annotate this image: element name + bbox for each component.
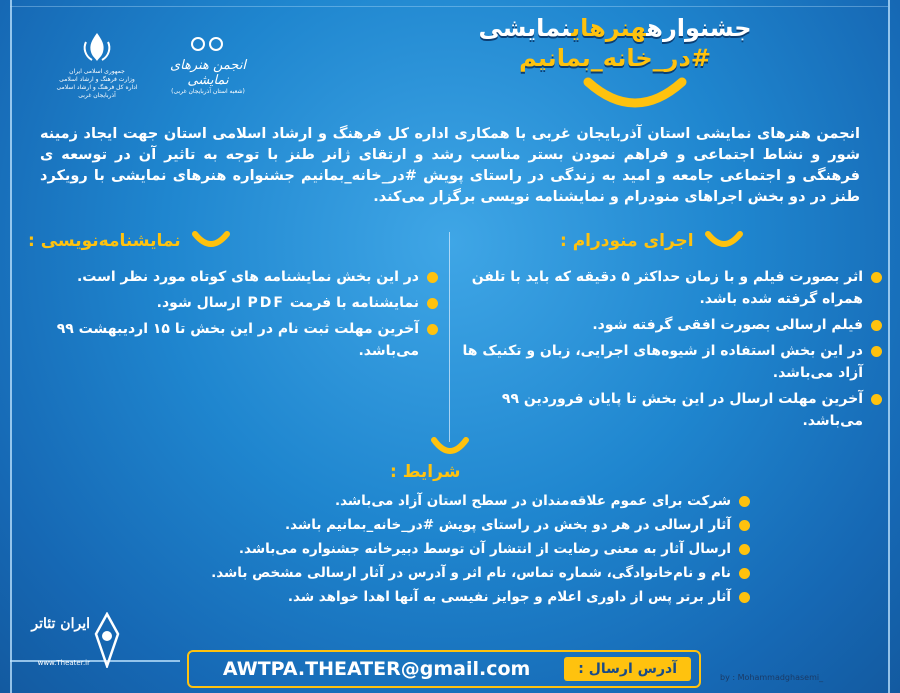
designer-credit: by : Mohammadghasemi_	[720, 673, 824, 682]
association-sub: (شعبه استان آذربایجان غربی)	[171, 88, 245, 95]
bullet-icon	[427, 272, 438, 283]
playwriting-heading	[28, 230, 231, 252]
address-box	[187, 650, 701, 688]
monodrama-heading	[560, 230, 744, 252]
playwriting-heading-text: نمایشنامه‌نویسی :	[28, 231, 181, 251]
monodrama-heading-text: اجرای منودرام :	[560, 231, 694, 251]
theater-logo-name: ایران تئاتر	[31, 616, 90, 632]
smile-icon	[580, 76, 690, 112]
column-divider	[449, 232, 450, 442]
iran-emblem-logo	[52, 30, 142, 100]
bullet-icon	[739, 592, 750, 603]
title-part-2: نمایشی	[478, 14, 572, 42]
bullet-icon	[739, 496, 750, 507]
list-item: آثار برتر پس از داوری اعلام و جوایز نفیسی به آنها اهدا خواهد شد.	[170, 586, 750, 608]
bullet-icon	[739, 544, 750, 555]
association-name: انجمن هنرهای نمایشی	[169, 58, 247, 88]
intro-paragraph: انجمن هنرهای نمایشی استان آذربایجان غربی با همکاری اداره کل فرهنگ و ارشاد اسلامی استان جهت ایجاد زمینه شور و نشاط اجتماعی و فراهم نمودن بستر مناسب رشد و ارتقای ژانر طنز با توجه به تاثیر آن در توسعه ی فرهنگی و اجتماعی جامعه و امید به زندگی در راستای پویش #در_خانه_بمانیم جشنواره هنرهای نمایشی با رویکرد طنز در دو بخش اجراهای منودرام و نمایشنامه نویسی برگزار می‌کند.	[40, 126, 860, 205]
list-item: فیلم ارسالی بصورت افقی گرفته شود.	[462, 314, 882, 336]
theater-logo-url[interactable]: www.Theater.ir	[37, 659, 90, 667]
list-item: آثار ارسالی در هر دو بخش در راستای پویش #در_خانه_بمانیم باشد.	[170, 514, 750, 536]
bullet-icon	[871, 346, 882, 357]
playwriting-list	[28, 266, 438, 366]
frame-line-top	[10, 6, 888, 7]
bullet-icon	[739, 520, 750, 531]
gov-line-2: وزارت فرهنگ و ارشاد اسلامی	[59, 76, 135, 83]
title-part-1: جشنواره	[646, 14, 752, 42]
list-item: نام و نام‌خانوادگی، شماره تماس، نام اثر و آدرس در آثار ارسالی مشخص باشد.	[170, 562, 750, 584]
association-icon	[188, 34, 228, 54]
smile-small-icon	[430, 436, 470, 460]
bullet-icon	[871, 320, 882, 331]
conditions-heading: شرایط :	[390, 462, 461, 482]
list-item: آخرین مهلت ثبت نام در این بخش تا ۱۵ اردیبهشت ۹۹ می‌باشد.	[28, 318, 438, 362]
frame-line-left	[10, 0, 12, 693]
bullet-icon	[427, 324, 438, 335]
frame-line-right	[888, 0, 890, 693]
smile-small-icon	[704, 230, 744, 252]
association-logo	[148, 34, 268, 95]
list-item: شرکت برای عموم علاقه‌مندان در سطح استان آزاد می‌باشد.	[170, 490, 750, 512]
list-item: در این بخش استفاده از شیوه‌های اجرایی، زبان و تکنیک ها آزاد می‌باشد.	[462, 340, 882, 384]
monodrama-list	[462, 266, 882, 436]
conditions-list	[170, 490, 750, 610]
bullet-icon	[427, 298, 438, 309]
title-hashtag: #در_خانه_بمانیم	[519, 44, 711, 72]
theater-logo	[12, 606, 122, 676]
list-item: اثر بصورت فیلم و با زمان حداکثر ۵ دقیقه که باید با تلفن همراه گرفته شده باشد.	[462, 266, 882, 310]
theater-logo-icon	[94, 612, 120, 668]
smile-small-icon	[191, 230, 231, 252]
iran-emblem-icon	[80, 30, 114, 64]
bullet-icon	[871, 272, 882, 283]
gov-line-1: جمهوری اسلامی ایران	[69, 68, 125, 75]
bullet-icon	[739, 568, 750, 579]
list-item: در این بخش نمایشنامه های کوتاه مورد نظر است.	[28, 266, 438, 288]
gov-line-3: اداره کل فرهنگ و ارشاد اسلامی آذربایجان غربی	[56, 84, 138, 99]
email-link[interactable]: AWTPA.THEATER@gmail.com	[222, 658, 531, 680]
list-item: نمایشنامه با فرمت PDF ارسال شود.	[28, 292, 438, 314]
festival-title	[470, 14, 760, 72]
bullet-icon	[871, 394, 882, 405]
list-item: آخرین مهلت ارسال در این بخش تا پایان فروردین ۹۹ می‌باشد.	[462, 388, 882, 432]
address-label: آدرس ارسال :	[564, 657, 691, 681]
title-highlight: هنرهای	[571, 14, 647, 42]
list-item: ارسال آثار به معنی رضایت از انتشار آن توسط دبیرخانه جشنواره می‌باشد.	[170, 538, 750, 560]
